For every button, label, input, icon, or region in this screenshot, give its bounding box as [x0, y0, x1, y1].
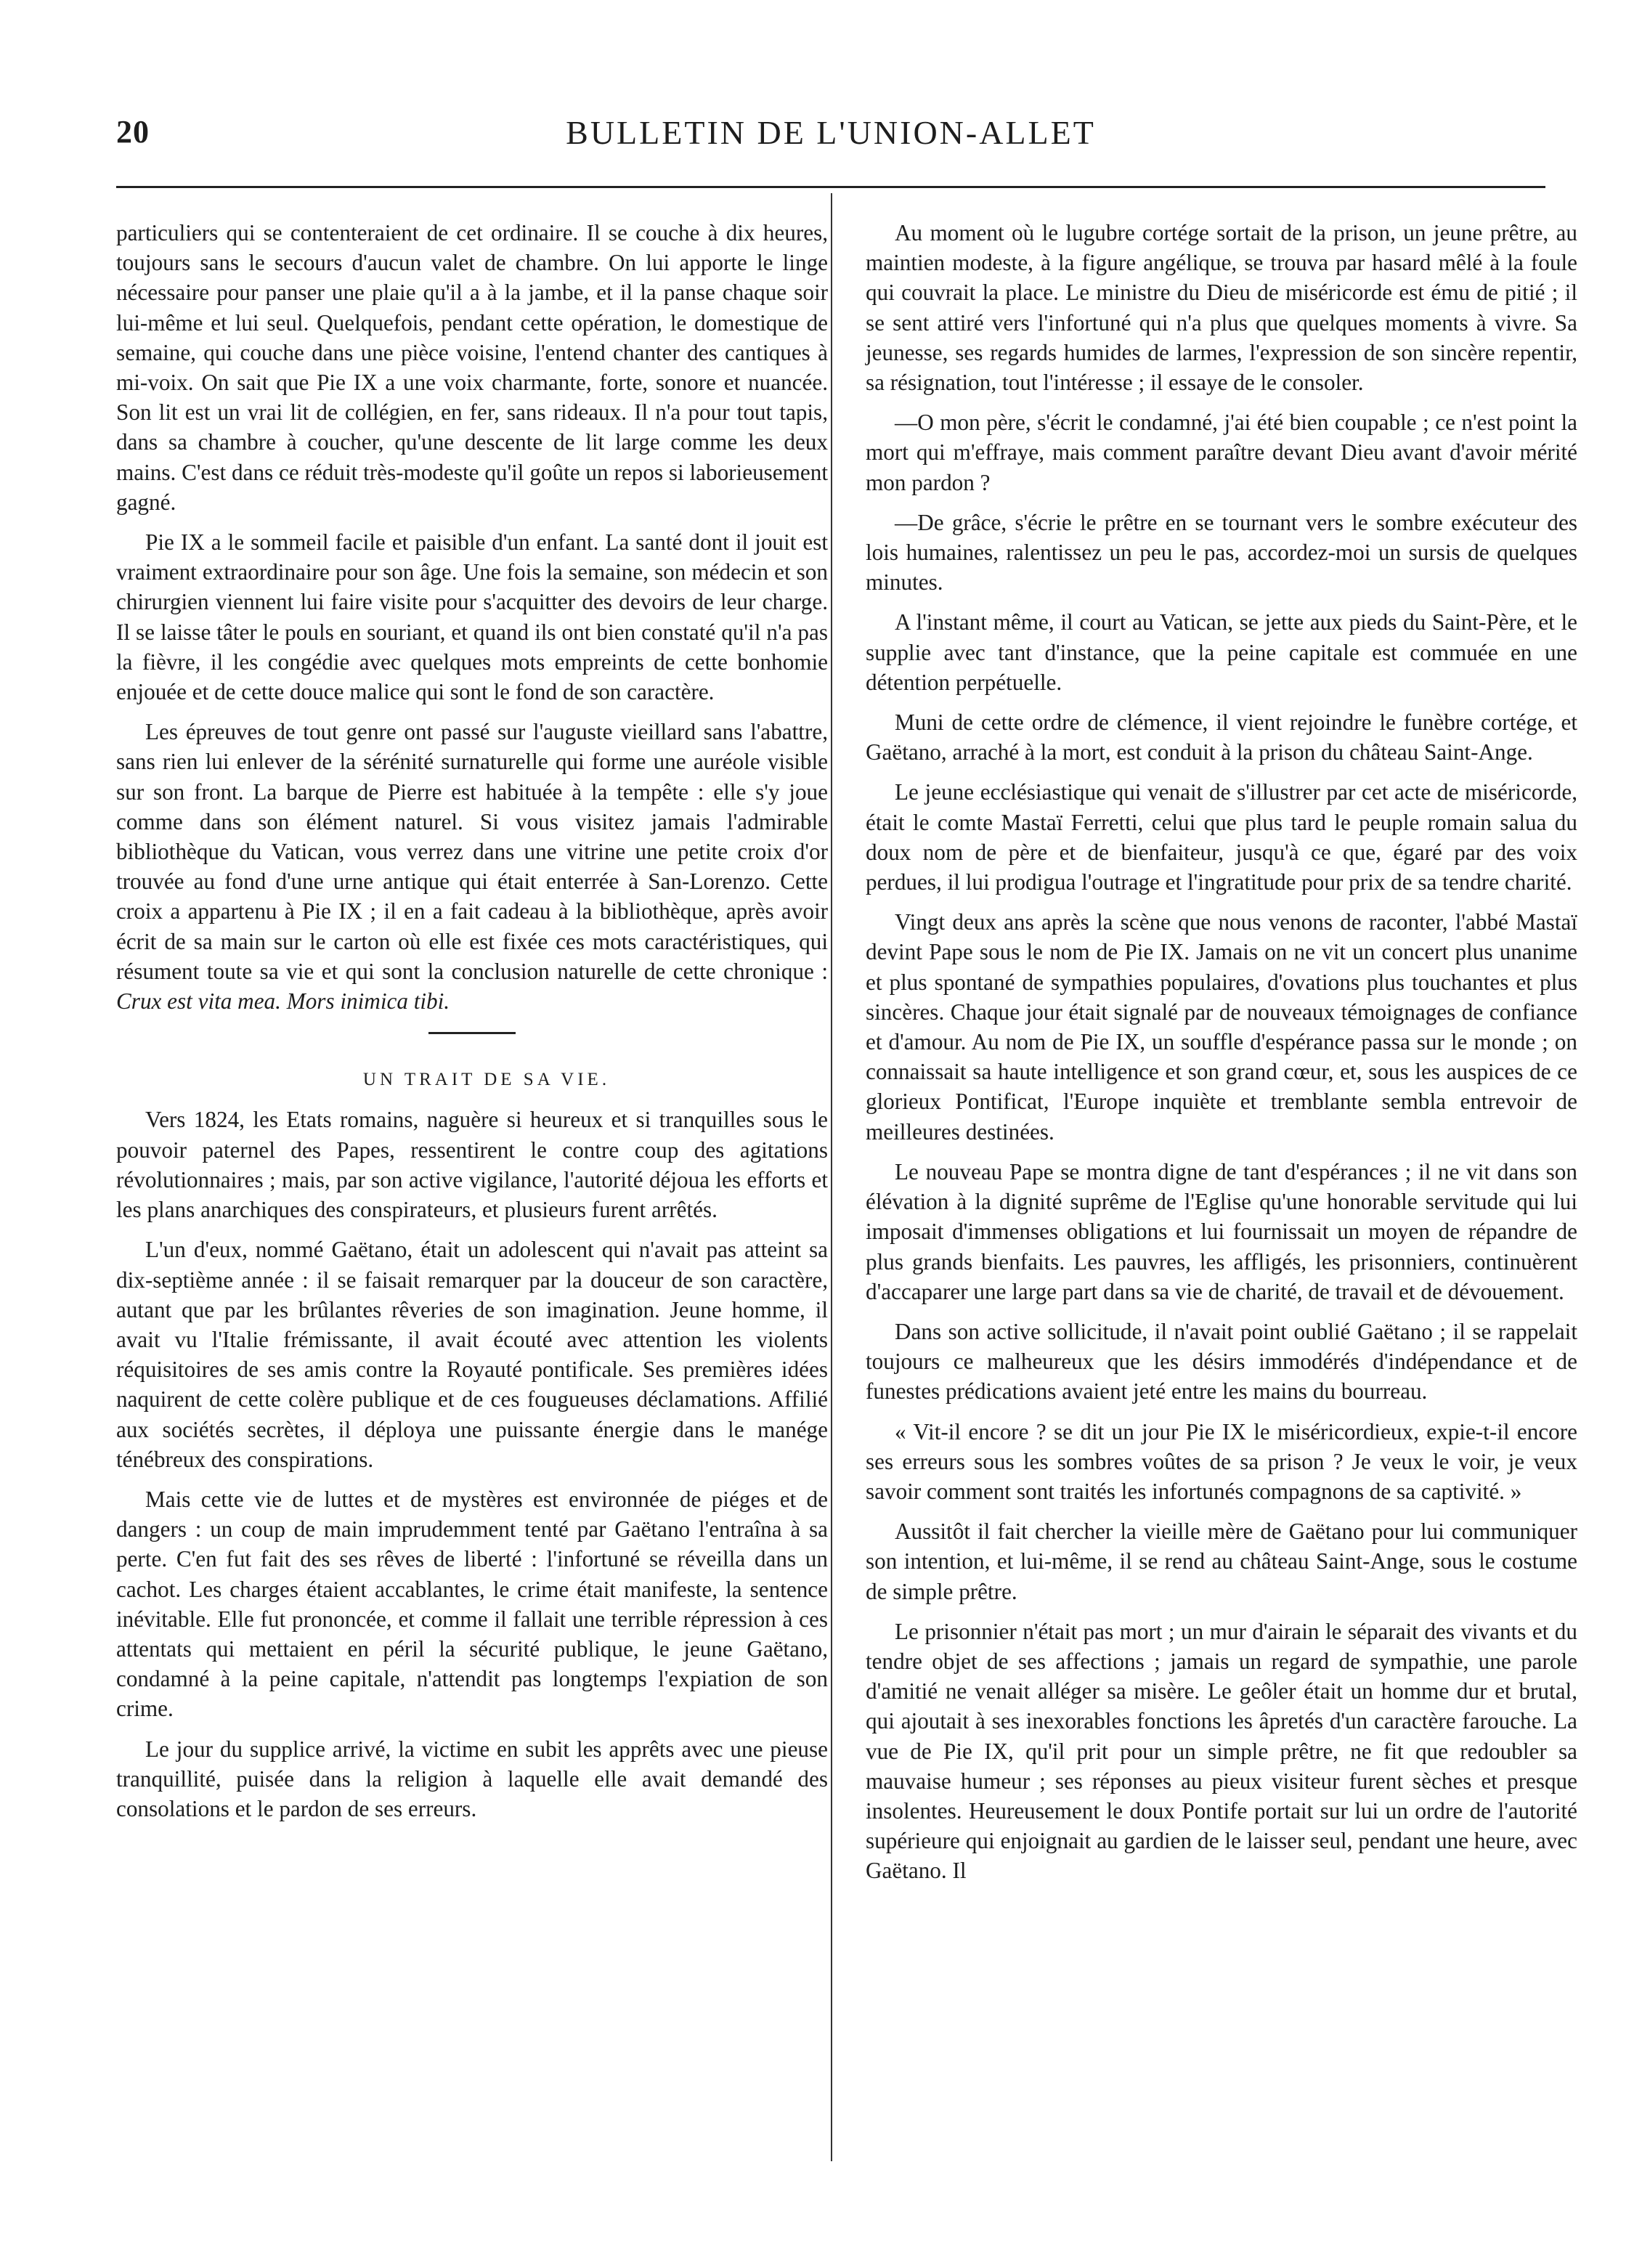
- paragraph: Vers 1824, les Etats romains, naguère si heureux et si tranquilles sous le pouvoir paternel des Papes, ressentirent le contre coup des agitations révolutionnaires ; mais, par son active vigilance, l'autorité déjoua les efforts et les plans anarchiques des conspirateurs, et plusieurs furent arrêtés.: [116, 1107, 828, 1223]
- paragraph: [116, 717, 828, 1016]
- running-title: BULLETIN DE L'UNION-ALLET: [566, 114, 1096, 151]
- section-rule: [428, 1032, 516, 1034]
- section-title: UN TRAIT DE SA VIE.: [362, 1070, 611, 1090]
- paragraph: Au moment où le lugubre cortége sortait de la prison, un jeune prêtre, au maintien modeste, à la figure angélique, se trouva par hasard mêlé à la foule qui couvrait la place. Le ministre du Dieu de miséricorde est ému de pitié ; il se sent attiré vers l'infortuné qui n'a plus que quelques moments à vivre. Sa jeunesse, ses regards humides de larmes, l'expression de son sincère repentir, sa résignation, tout l'intéresse ; il essaye de le consoler.: [866, 220, 1577, 396]
- paragraph: Le nouveau Pape se montra digne de tant d'espérances ; il ne vit dans son élévation à la dignité suprême de l'Eglise qu'une honorable servitude qui lui imposait d'immenses obligations et lui fournissait un moyen de répandre de plus grands bienfaits. Les pauvres, les affligés, les prisonniers, continuèrent d'accaparer une large part dans sa vie de charité, de travail et de dévouement.: [866, 1158, 1577, 1304]
- header-rule: [116, 186, 1545, 188]
- latin-quote: Crux est vita mea. Mors inimica tibi.: [116, 988, 450, 1015]
- paragraph: —O mon père, s'écrit le condamné, j'ai été bien coupable ; ce n'est point la mort qui m'effraye, mais comment paraître devant Dieu avant d'avoir mérité mon pardon ?: [866, 410, 1577, 495]
- paragraph: —De grâce, s'écrie le prêtre en se tournant vers le sombre exécuteur des lois humaines, ralentissez un peu le pas, accordez-moi un sursis de quelques minutes.: [866, 509, 1577, 596]
- page-number: 20: [116, 114, 150, 150]
- paragraph: Le jour du supplice arrivé, la victime en subit les apprêts avec une pieuse tranquillité, puisée dans la religion à laquelle elle avait demandé des consolations et le pardon de ses erreurs.: [116, 1736, 828, 1821]
- paragraph: Le prisonnier n'était pas mort ; un mur d'airain le séparait des vivants et du tendre objet de ses affections ; jamais un regard de sympathie, une parole d'amitié ne venait alléger sa misère. Le geôler était un homme dur et brutal, qui ajoutait à ses inexorables fonctions les âpretés d'un caractère farouche. La vue de Pie IX, qu'il prit pour un simple prêtre, ne fit que redoubler sa mauvaise humeur ; ses réponses au pieux visiteur furent sèches et presque insolentes. Heureusement le doux Pontife portait sur lui un ordre de l'autorité supérieure qui enjoignait au gardien de le laisser seul, pendant une heure, avec Gaëtano. Il: [866, 1618, 1577, 1884]
- paragraph: Dans son active sollicitude, il n'avait point oublié Gaëtano ; il se rappelait toujours ce malheureux que les désirs immodérés d'indépendance et de funestes prédications avaient jeté entre les mains du bourreau.: [866, 1318, 1577, 1405]
- paragraph: Le jeune ecclésiastique qui venait de s'illustrer par cet acte de miséricorde, était le comte Mastaï Ferretti, celui que plus tard le peuple romain salua du doux nom de père et de bienfaiteur, jusqu'à ce que, égaré par des voix perdues, il lui prodigua l'outrage et l'ingratitude pour prix de sa tendre charité.: [866, 779, 1577, 895]
- paragraph: Pie IX a le sommeil facile et paisible d'un enfant. La santé dont il jouit est vraiment extraordinaire pour son âge. Une fois la semaine, son médecin et son chirurgien viennent lui faire visite pour s'acquitter des devoirs de leur charge. Il se laisse tâter le pouls en souriant, et quand ils ont bien constaté qu'il n'a pas la fièvre, il les congédie avec quelques mots empreints de cette bonhomie enjouée et de cette douce malice qui sont le fond de son caractère.: [116, 529, 828, 705]
- paragraph: L'un d'eux, nommé Gaëtano, était un adolescent qui n'avait pas atteint sa dix-septième année : il se faisait remarquer par la douceur de son caractère, autant que par les brûlantes rêveries de son imagination. Jeune homme, il avait vu l'Italie frémissante, il avait écouté avec attention les violents réquisitoires de ses amis contre la Royauté pontificale. Ses premières idées naquirent de cette colère publique et de ces fougueuses déclamations. Affilié aux sociétés secrètes, il déploya une puissante énergie dans le manége ténébreux des conspirations.: [116, 1237, 828, 1472]
- page-header: [116, 109, 1545, 160]
- paragraph: A l'instant même, il court au Vatican, se jette aux pieds du Saint-Père, et le supplie avec tant d'instance, que la peine capitale est commuée en une détention perpétuelle.: [866, 609, 1577, 695]
- column-divider: [831, 193, 832, 2161]
- paragraph: Aussitôt il fait chercher la vieille mère de Gaëtano pour lui communiquer son intention, et lui-même, il se rend au château Saint-Ange, sous le costume de simple prêtre.: [866, 1519, 1577, 1604]
- right-column: [866, 218, 1577, 1896]
- paragraph: Mais cette vie de luttes et de mystères est environnée de piéges et de dangers : un coup de main imprudemment tenté par Gaëtano l'entraîna à sa perte. C'en fut fait des ses rêves de liberté : l'infortuné se réveilla dans un cachot. Les charges étaient accablantes, le crime était manifeste, la sentence inévitable. Elle fut prononcée, et comme il fallait une terrible répression à ces attentats qui mettaient en péril la sécurité publique, le jeune Gaëtano, condamné à la peine capitale, n'attendit pas longtemps l'expiation de son crime.: [116, 1486, 828, 1722]
- paragraph: Muni de cette ordre de clémence, il vient rejoindre le funèbre cortége, et Gaëtano, arraché à la mort, est conduit à la prison du château Saint-Ange.: [866, 710, 1577, 765]
- paragraph-text: Les épreuves de tout genre ont passé sur l'auguste vieillard sans l'abattre, sans rien lui enlever de la sérénité surnaturelle qui forme une auréole visible sur son front. La barque de Pierre est habituée à la tempête : elle s'y joue comme dans son élément naturel. Si vous visitez jamais l'admirable bibliothèque du Vatican, vous verrez dans une vitrine une petite croix d'or trouvée au fond d'une urne antique qui était enterrée à San-Lorenzo. Cette croix a appartenu à Pie IX ; il en a fait cadeau à la bibliothèque, après avoir écrit de sa main sur le carton où elle est fixée ces mots caractéristiques, qui résument toute sa vie et qui sont la conclusion naturelle de cette chronique :: [116, 719, 828, 984]
- paragraph: « Vit-il encore ? se dit un jour Pie IX le miséricordieux, expie-t-il encore ses erreurs sous les sombres voûtes de sa prison ? Je veux le voir, je veux savoir comment sont traités les infortunés compagnons de sa captivité. »: [866, 1418, 1577, 1504]
- paragraph: Vingt deux ans après la scène que nous venons de raconter, l'abbé Mastaï devint Pape sous le nom de Pie IX. Jamais on ne vit un concert plus unanime et plus spontané de sympathies populaires, d'ovations plus touchantes et plus sincères. Chaque jour était signalé par de nouveaux témoignages de confiance et d'amour. Au nom de Pie IX, un souffle d'espérance passa sur le monde ; on connaissait sa haute intelligence et son grand cœur, et, sous les auspices de ce glorieux Pontificat, l'Europe inquiète et tremblante sembla entrevoir de meilleures destinées.: [866, 909, 1577, 1145]
- left-column: [116, 218, 828, 1834]
- paragraph: particuliers qui se contenteraient de cet ordinaire. Il se couche à dix heures, toujours sans le secours d'aucun valet de chambre. On lui apporte le linge nécessaire pour panser une plaie qu'il a à la jambe, et il la panse chaque soir lui-même et lui seul. Quelquefois, pendant cette opération, le domestique de semaine, qui couche dans une pièce voisine, l'entend chanter des cantiques à mi-voix. On sait que Pie IX a une voix charmante, forte, sonore et nuancée. Son lit est un vrai lit de collégien, en fer, sans rideaux. Il n'a pour tout tapis, dans sa chambre à coucher, qu'une descente de lit large comme les deux mains. C'est dans ce réduit très-modeste qu'il goûte un repos si laborieusement gagné.: [116, 220, 828, 515]
